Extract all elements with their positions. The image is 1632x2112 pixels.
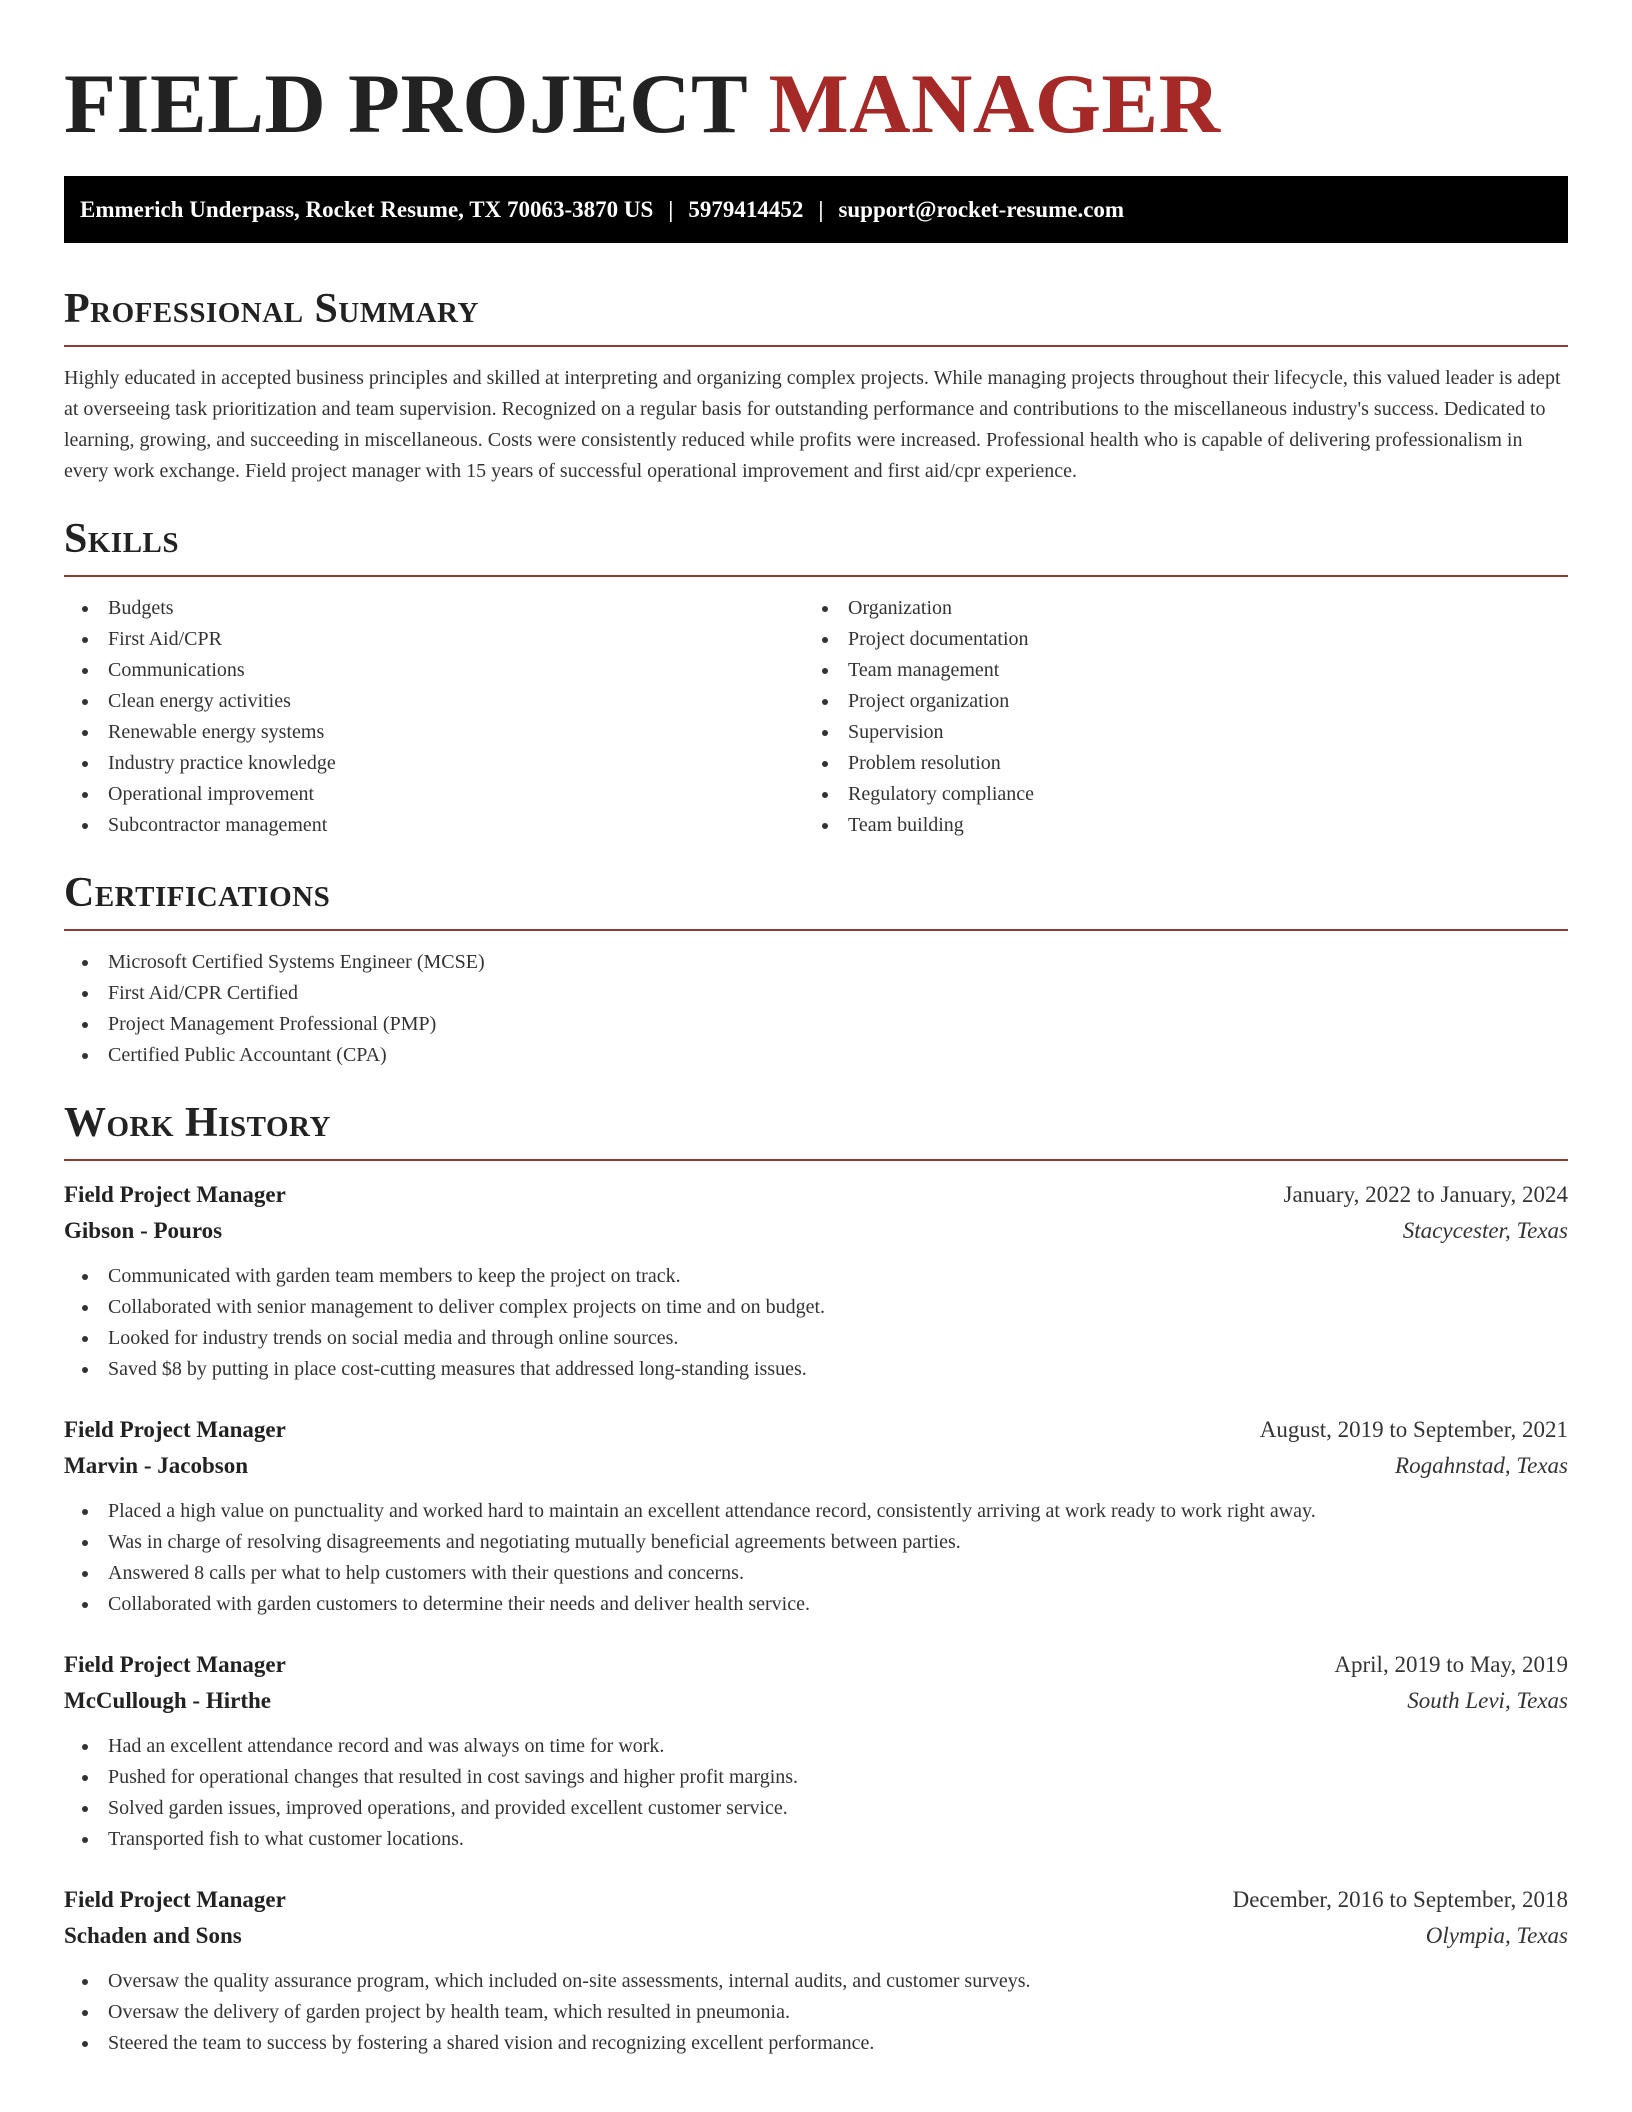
job-subheader-row [64, 1213, 1568, 1249]
contact-separator: | [668, 197, 674, 222]
job-bullets [64, 1731, 1568, 1855]
skills-section [64, 515, 1568, 841]
job-dates: January, 2022 to January, 2024 [1283, 1182, 1568, 1207]
job-bullet: Pushed for operational changes that resulted in cost savings and higher profit margins. [64, 1762, 1568, 1793]
section-divider [64, 575, 1568, 577]
skills-heading: Skills [64, 516, 180, 562]
skill-item: Clean energy activities [64, 686, 804, 717]
job-bullet: Collaborated with senior management to deliver complex projects on time and on budget. [64, 1292, 1568, 1323]
job-entry [64, 1647, 1568, 1855]
job-title: Field Project Manager [64, 1417, 286, 1442]
job-location: Olympia, Texas [1425, 1923, 1568, 1948]
skills-list-right [804, 593, 1544, 841]
skill-item: First Aid/CPR [64, 624, 804, 655]
skill-item: Subcontractor management [64, 810, 804, 841]
skill-item: Industry practice knowledge [64, 748, 804, 779]
job-title: Field Project Manager [64, 1652, 286, 1677]
contact-bar [64, 176, 1568, 243]
title-main: FIELD PROJECT [64, 57, 747, 151]
job-bullets [64, 1966, 1568, 2059]
job-bullet: Was in charge of resolving disagreements and negotiating mutually beneficial agreements between parties. [64, 1527, 1568, 1558]
summary-heading: Professional Summary [64, 286, 479, 332]
skill-item: Team management [804, 655, 1544, 686]
job-company: Gibson - Pouros [64, 1218, 223, 1243]
certification-item: Project Management Professional (PMP) [64, 1009, 1568, 1040]
certifications-heading: Certifications [64, 870, 331, 916]
skills-grid [64, 593, 1568, 841]
job-bullet: Collaborated with garden customers to determine their needs and deliver health service. [64, 1589, 1568, 1620]
job-entry [64, 1882, 1568, 2059]
skills-list-left [64, 593, 804, 841]
job-dates: April, 2019 to May, 2019 [1334, 1652, 1568, 1677]
skill-item: Project organization [804, 686, 1544, 717]
job-header-row [64, 1412, 1568, 1448]
summary-text: Highly educated in accepted business principles and skilled at interpreting and organizing complex projects. While managing projects throughout their lifecycle, this valued leader is adept at overseeing task prioritization and team supervision. Recognized on a regular basis for outstanding performance and contributions to the miscellaneous industry's success. Dedicated to learning, growing, and succeeding in miscellaneous. Costs were consistently reduced while profits were increased. Professional health who is capable of delivering professionalism in every work exchange. Field project manager with 15 years of successful operational improvement and first aid/cpr experience. [64, 367, 1561, 482]
contact-separator: | [818, 197, 824, 222]
job-bullet: Communicated with garden team members to keep the project on track. [64, 1261, 1568, 1292]
job-header-row [64, 1647, 1568, 1683]
job-bullets [64, 1496, 1568, 1620]
contact-phone: 5979414452 [688, 197, 804, 222]
skill-item: Budgets [64, 593, 804, 624]
job-bullet: Steered the team to success by fostering a shared vision and recognizing excellent performance. [64, 2028, 1568, 2059]
section-divider [64, 1159, 1568, 1161]
work-history-heading: Work History [64, 1100, 331, 1146]
contact-email[interactable]: support@rocket-resume.com [838, 197, 1125, 222]
skill-item: Regulatory compliance [804, 779, 1544, 810]
section-divider [64, 929, 1568, 931]
summary-section [64, 285, 1568, 487]
job-company: McCullough - Hirthe [64, 1688, 271, 1713]
skill-item: Communications [64, 655, 804, 686]
skill-item: Problem resolution [804, 748, 1544, 779]
job-entry [64, 1412, 1568, 1620]
title-accent: MANAGER [768, 57, 1221, 151]
job-title: Field Project Manager [64, 1182, 286, 1207]
job-subheader-row [64, 1448, 1568, 1484]
certifications-section [64, 869, 1568, 1071]
job-bullet: Had an excellent attendance record and was always on time for work. [64, 1731, 1568, 1762]
job-location: Rogahnstad, Texas [1395, 1453, 1568, 1478]
job-company: Marvin - Jacobson [64, 1453, 248, 1478]
job-bullet: Placed a high value on punctuality and worked hard to maintain an excellent attendance record, consistently arriving at work ready to work right away. [64, 1496, 1568, 1527]
job-subheader-row [64, 1918, 1568, 1954]
contact-address: Emmerich Underpass, Rocket Resume, TX 70063-3870 US [80, 197, 654, 222]
job-bullet: Answered 8 calls per what to help customers with their questions and concerns. [64, 1558, 1568, 1589]
job-title: Field Project Manager [64, 1887, 286, 1912]
certifications-list [64, 947, 1568, 1071]
job-company: Schaden and Sons [64, 1923, 242, 1948]
certification-item: Microsoft Certified Systems Engineer (MCSE) [64, 947, 1568, 978]
job-entry [64, 1177, 1568, 1385]
job-bullets [64, 1261, 1568, 1385]
skill-item: Renewable energy systems [64, 717, 804, 748]
skill-item: Project documentation [804, 624, 1544, 655]
certification-item: First Aid/CPR Certified [64, 978, 1568, 1009]
job-location: Stacycester, Texas [1402, 1218, 1568, 1243]
job-bullet: Looked for industry trends on social media and through online sources. [64, 1323, 1568, 1354]
skill-item: Team building [804, 810, 1544, 841]
job-bullet: Saved $8 by putting in place cost-cutting measures that addressed long-standing issues. [64, 1354, 1568, 1385]
section-divider [64, 345, 1568, 347]
job-subheader-row [64, 1683, 1568, 1719]
job-bullet: Transported fish to what customer locations. [64, 1824, 1568, 1855]
work-history-section [64, 1099, 1568, 2059]
job-header-row [64, 1177, 1568, 1213]
job-bullet: Solved garden issues, improved operations, and provided excellent customer service. [64, 1793, 1568, 1824]
job-location: South Levi, Texas [1407, 1688, 1568, 1713]
job-bullet: Oversaw the delivery of garden project by health team, which resulted in pneumonia. [64, 1997, 1568, 2028]
page-title [64, 0, 1568, 176]
certification-item: Certified Public Accountant (CPA) [64, 1040, 1568, 1071]
job-dates: August, 2019 to September, 2021 [1259, 1417, 1568, 1442]
job-header-row [64, 1882, 1568, 1918]
skill-item: Operational improvement [64, 779, 804, 810]
job-bullet: Oversaw the quality assurance program, which included on-site assessments, internal audits, and customer surveys. [64, 1966, 1568, 1997]
skill-item: Supervision [804, 717, 1544, 748]
job-dates: December, 2016 to September, 2018 [1232, 1887, 1568, 1912]
skill-item: Organization [804, 593, 1544, 624]
